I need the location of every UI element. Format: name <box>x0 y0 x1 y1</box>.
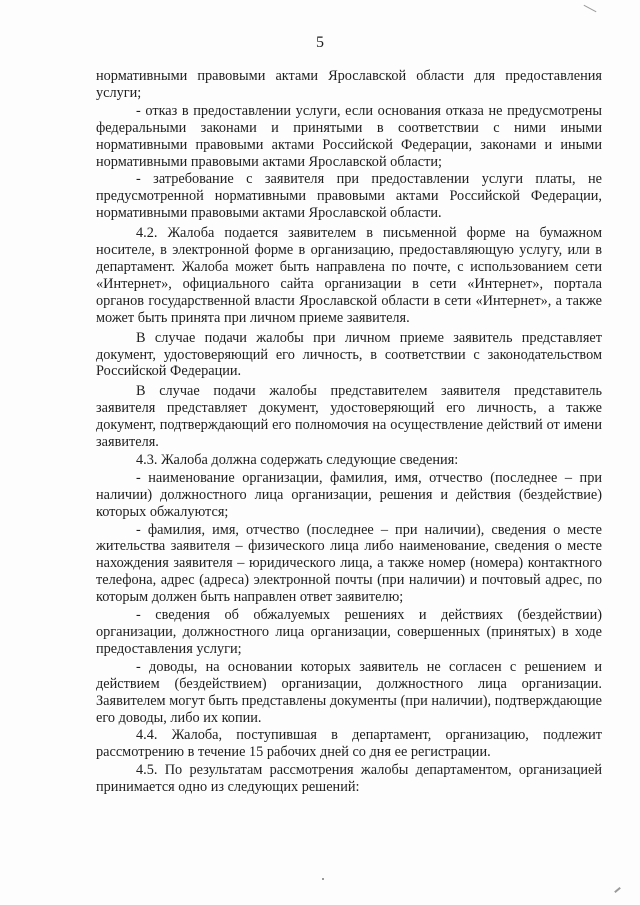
paragraph: - затребование с заявителя при предоставлении услуги платы, не предусмотренной нормативными правовыми актами Российской Федерации, нормативными правовыми актами Ярославской области. <box>96 171 602 222</box>
page-number: 5 <box>316 34 324 51</box>
paragraph: - сведения об обжалуемых решениях и действиях (бездействии) организации, должностного лица организации, совершенных (принятых) в ходе предоставления услуги; <box>96 607 602 657</box>
scan-mark <box>584 5 597 12</box>
paragraph: - фамилия, имя, отчество (последнее – при наличии), сведения о месте жительства заявителя – физического лица либо наименование, сведения о месте нахождения заявителя – юридического лица, а также номер (номера) контактного телефона, адрес (адреса) электронной почты (при наличии) и почтовый адрес, по которым должен быть направлен ответ заявителю; <box>96 521 602 606</box>
paragraph: В случае подачи жалобы представителем заявителя представитель заявителя представляет документ, удостоверяющий его личность, а также документ, подтверждающий его полномочия на осуществление действий от имени заявителя. <box>96 383 602 451</box>
paragraph: 4.3. Жалоба должна содержать следующие сведения: <box>136 451 459 468</box>
scan-mark <box>614 887 621 893</box>
scan-mark <box>322 878 324 880</box>
paragraph: - наименование организации, фамилия, имя, отчество (последнее – при наличии) должностного лица организации, решения и действия (бездействие) которых обжалуются; <box>96 469 602 520</box>
paragraph: В случае подачи жалобы при личном приеме заявитель представляет документ, удостоверяющий его личность, в соответствии с законодательством Российской Федерации. <box>96 329 602 380</box>
paragraph: нормативными правовыми актами Ярославской области для предоставления услуги; <box>96 68 602 101</box>
paragraph: - доводы, на основании которых заявитель не согласен с решением и действием (бездействием) организации, должностного лица организации. Заявителем могут быть представлены документы (при наличии), подтверждающие его доводы, либо их копии. <box>96 658 602 726</box>
paragraph: 4.4. Жалоба, поступившая в департамент, организацию, подлежит рассмотрению в течение 15 рабочих дней со дня ее регистрации. <box>96 727 602 761</box>
document-body <box>96 68 602 797</box>
paragraph: - отказ в предоставлении услуги, если основания отказа не предусмотрены федеральными законами и принятыми в соответствии с ними иными нормативными правовыми актами Российской Федерации, законами и иными нормативными правовыми актами Ярославской области; <box>96 102 602 170</box>
paragraph: 4.2. Жалоба подается заявителем в письменной форме на бумажном носителе, в электронной форме в организацию, предоставляющую услугу, или в департамент. Жалоба может быть направлена по почте, с использованием сети «Интернет», официального сайта организации в сети «Интернет», портала органов государственной власти Ярославской области в сети «Интернет», а также может быть принята при личном приеме заявителя. <box>96 225 602 326</box>
paragraph: 4.5. По результатам рассмотрения жалобы департаментом, организацией принимается одно из следующих решений: <box>96 762 602 796</box>
